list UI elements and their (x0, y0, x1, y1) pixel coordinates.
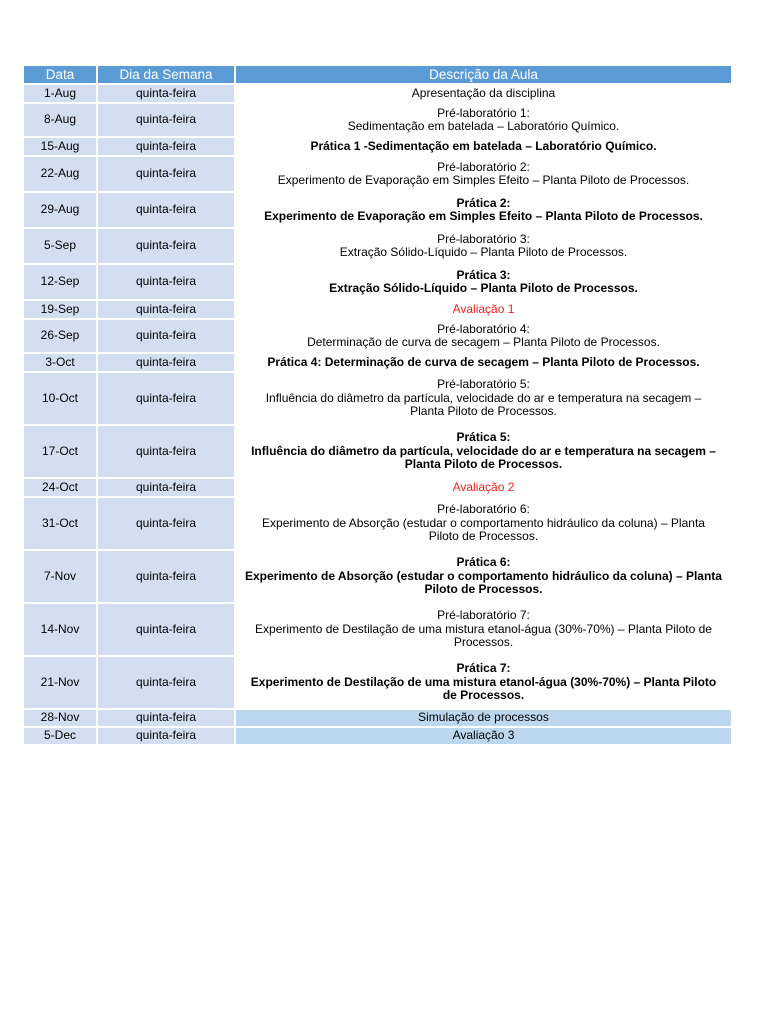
description-line: Extração Sólido-Líquido – Planta Piloto de Processos. (339, 245, 628, 259)
description-line: Piloto de Processos. (424, 582, 543, 597)
table-row (24, 498, 731, 549)
cell-day: quinta-feira (98, 301, 234, 318)
cell-day: quinta-feira (98, 479, 234, 496)
description-line: Piloto de Processos. (428, 529, 539, 544)
description-line: Simulação de processos (418, 710, 549, 725)
table-row (24, 373, 731, 424)
table-row (24, 138, 731, 155)
cell-day: quinta-feira (98, 604, 234, 655)
table-row (24, 104, 731, 136)
description-line: Sedimentação em batelada – Laboratório Químico. (347, 119, 620, 133)
description-line: Avaliação 1 (452, 301, 515, 316)
header-day: Dia da Semana (98, 66, 234, 83)
table-row (24, 320, 731, 352)
cell-description (236, 426, 731, 477)
description-line: Prática 1 -Sedimentação em batelada – Laboratório Químico. (310, 138, 657, 153)
schedule-table (22, 64, 733, 746)
cell-description (236, 157, 731, 191)
description-line: Experimento de Destilação de uma mistura etanol-água (30%-70%) – Planta Piloto de (255, 621, 712, 636)
cell-date: 15-Aug (24, 138, 96, 155)
description-line: Determinação de curva de secagem – Planta Piloto de Processos. (307, 335, 660, 349)
cell-description (236, 498, 731, 549)
description-line: Prática 5: (456, 430, 511, 445)
cell-date: 17-Oct (24, 426, 96, 477)
cell-day: quinta-feira (98, 193, 234, 227)
cell-date: 14-Nov (24, 604, 96, 655)
table-row (24, 265, 731, 299)
table-row (24, 229, 731, 263)
table-row (24, 479, 731, 496)
cell-day: quinta-feira (98, 426, 234, 477)
description-line: Experimento de Absorção (estudar o comportamento hidráulico da coluna) – Planta (262, 515, 705, 530)
table-row (24, 728, 731, 744)
table-row (24, 604, 731, 655)
cell-date: 19-Sep (24, 301, 96, 318)
table-row (24, 426, 731, 477)
table-row (24, 301, 731, 318)
table-row (24, 710, 731, 726)
description-line: Planta Piloto de Processos. (410, 404, 557, 419)
description-line: Influência do diâmetro da partícula, velocidade do ar e temperatura na secagem – (265, 390, 702, 405)
cell-date: 29-Aug (24, 193, 96, 227)
cell-description (236, 229, 731, 263)
cell-date: 26-Sep (24, 320, 96, 352)
cell-date: 1-Aug (24, 85, 96, 102)
cell-description (236, 104, 731, 136)
header-row (24, 66, 731, 83)
description-line: Pré-laboratório 4: (437, 321, 530, 336)
cell-date: 28-Nov (24, 710, 96, 726)
cell-day: quinta-feira (98, 354, 234, 371)
cell-day: quinta-feira (98, 85, 234, 102)
cell-description (236, 138, 731, 155)
cell-date: 5-Dec (24, 728, 96, 744)
cell-description (236, 193, 731, 227)
cell-day: quinta-feira (98, 320, 234, 352)
cell-day: quinta-feira (98, 229, 234, 263)
description-line: Pré-laboratório 2: (437, 159, 530, 174)
table-row (24, 354, 731, 371)
cell-description (236, 551, 731, 602)
cell-day: quinta-feira (98, 265, 234, 299)
description-line: Prática 7: (456, 661, 511, 676)
cell-description (236, 373, 731, 424)
description-line: Experimento de Evaporação em Simples Efeito – Planta Piloto de Processos. (264, 209, 703, 223)
cell-day: quinta-feira (98, 728, 234, 744)
cell-description (236, 85, 731, 102)
description-line: Experimento de Evaporação em Simples Efeito – Planta Piloto de Processos. (277, 173, 690, 187)
cell-description (236, 354, 731, 371)
description-line: Avaliação 2 (452, 479, 515, 494)
cell-description (236, 710, 731, 726)
cell-description (236, 265, 731, 299)
description-line: Pré-laboratório 1: (437, 105, 530, 120)
cell-day: quinta-feira (98, 657, 234, 708)
cell-day: quinta-feira (98, 104, 234, 136)
description-line: Prática 2: (456, 195, 511, 210)
description-line: Pré-laboratório 5: (437, 377, 530, 392)
description-line: Prática 4: Determinação de curva de secagem – Planta Piloto de Processos. (267, 354, 700, 369)
description-line: Processos. (453, 635, 514, 650)
table-row (24, 551, 731, 602)
cell-date: 5-Sep (24, 229, 96, 263)
cell-date: 21-Nov (24, 657, 96, 708)
cell-day: quinta-feira (98, 498, 234, 549)
description-line: de Processos. (442, 688, 525, 703)
table-body (24, 85, 731, 744)
cell-date: 7-Nov (24, 551, 96, 602)
cell-description (236, 320, 731, 352)
cell-date: 22-Aug (24, 157, 96, 191)
description-line: Prática 3: (456, 267, 511, 282)
description-line: Apresentação da disciplina (411, 85, 556, 100)
table-header (24, 66, 731, 83)
description-line: Pré-laboratório 7: (437, 608, 530, 623)
table-row (24, 193, 731, 227)
header-date: Data (24, 66, 96, 83)
cell-description (236, 728, 731, 744)
description-line: Pré-laboratório 3: (437, 231, 530, 246)
header-description: Descrição da Aula (236, 66, 731, 83)
cell-day: quinta-feira (98, 373, 234, 424)
description-line: Experimento de Destilação de uma mistura etanol-água (30%-70%) – Planta Piloto (250, 674, 717, 689)
table-row (24, 85, 731, 102)
cell-date: 8-Aug (24, 104, 96, 136)
description-line: Pré-laboratório 6: (437, 502, 530, 517)
cell-description (236, 301, 731, 318)
cell-day: quinta-feira (98, 138, 234, 155)
description-line: Prática 6: (456, 555, 511, 570)
cell-date: 24-Oct (24, 479, 96, 496)
description-line: Avaliação 3 (452, 728, 515, 743)
cell-day: quinta-feira (98, 551, 234, 602)
table-row (24, 157, 731, 191)
description-line: Planta Piloto de Processos. (404, 457, 563, 472)
cell-date: 12-Sep (24, 265, 96, 299)
description-line: Extração Sólido-Líquido – Planta Piloto de Processos. (329, 281, 638, 295)
cell-date: 31-Oct (24, 498, 96, 549)
description-line: Influência do diâmetro da partícula, velocidade do ar e temperatura na secagem – (251, 443, 716, 458)
table-row (24, 657, 731, 708)
cell-date: 10-Oct (24, 373, 96, 424)
description-line: Experimento de Absorção (estudar o comportamento hidráulico da coluna) – Planta (245, 568, 722, 583)
cell-date: 3-Oct (24, 354, 96, 371)
cell-description (236, 479, 731, 496)
cell-description (236, 604, 731, 655)
cell-day: quinta-feira (98, 157, 234, 191)
cell-description (236, 657, 731, 708)
cell-day: quinta-feira (98, 710, 234, 726)
